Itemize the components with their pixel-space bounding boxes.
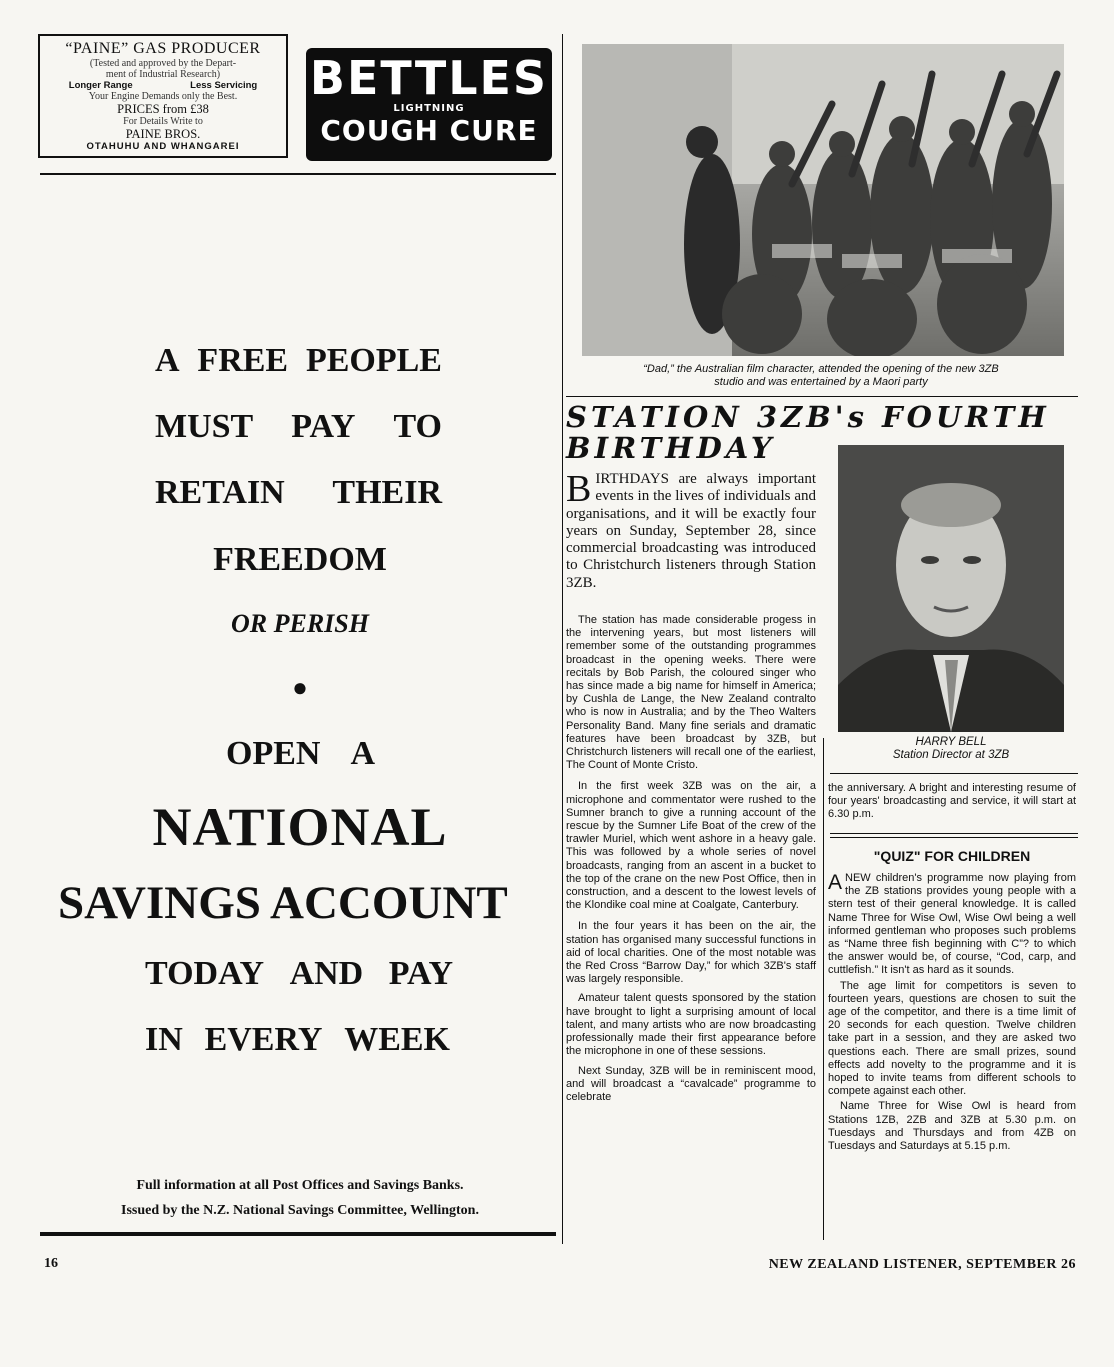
publication-line: NEW ZEALAND LISTENER, SEPTEMBER 26 (768, 1257, 1076, 1272)
quiz-para2: The age limit for competitors is seven to fourteen years, questions are chosen to suit the age of the competitor, and there is a time limit of 20 seconds for each question. Twelve children take part in a session, and they are asked two questions each. There are small prizes, sound effects add novelty to the programme and it is hoped to invite teams from different schools to compete against each other. (828, 979, 1076, 1098)
inner-column-divider (823, 738, 824, 1240)
savings-line9 (40, 955, 560, 993)
savings-issued: Issued by the N.Z. National Savings Committee, Wellington. (121, 1203, 479, 1218)
article-para5: Next Sunday, 3ZB will be in reminiscent mood, and will broadcast a “cavalcade” programme to celebrate (566, 1064, 816, 1103)
savings-line7: NATIONAL (152, 797, 448, 857)
savings-bullet: ● (292, 673, 308, 702)
portrait-title: Station Director at 3ZB (892, 749, 1010, 761)
bettles-product: COUGH CURE (320, 114, 538, 147)
word: AND (289, 955, 364, 992)
photo-caption (566, 363, 1076, 389)
word: WEEK (344, 1021, 450, 1058)
paine-locations: OTAHUHU AND WHANGAREI (86, 141, 240, 152)
quiz-para1 (828, 872, 1076, 978)
word: A (155, 342, 180, 379)
portrait-rule (830, 773, 1078, 774)
headline-line1: STATION 3ZB's FOURTH (566, 400, 1050, 434)
savings-ad (40, 0, 560, 1230)
savings-info: Full information at all Post Offices and Savings Banks. (136, 1178, 464, 1193)
photo-illustration (582, 44, 1064, 356)
page-number: 16 (44, 1256, 58, 1271)
caption-line2: studio and was entertained by a Maori party (714, 376, 928, 388)
word: EVERY (204, 1021, 323, 1058)
paine-details: For Details Write to (123, 116, 203, 127)
lead-text: IRTHDAYS are always important events in the lives of individuals and organisations, and it will be exactly four years on Sunday, September 28, since commercial broadcasting was introduced to Christchurch listeners through Station 3ZB. (566, 471, 816, 591)
article-continuation: the anniversary. A bright and interesting resume of four years' broadcasting and service, it will start at 6.30 p.m. (828, 782, 1076, 821)
bettles-sub: LIGHTNING (393, 103, 465, 114)
paine-feature-left: Longer Range (68, 80, 133, 91)
quiz-rule-top (830, 833, 1078, 834)
paine-line1: (Tested and approved by the Depart- (89, 58, 237, 69)
caption-rule (566, 396, 1078, 397)
paine-title: “PAINE” GAS PRODUCER (65, 40, 261, 57)
savings-line1 (40, 342, 560, 380)
word: PAY (291, 408, 356, 445)
portrait-illustration (838, 445, 1064, 732)
bettles-brand: BETTLES (309, 51, 549, 105)
quiz-rule-top2 (830, 837, 1078, 838)
article-para1: The station has made considerable progess in the intervening years, but most listeners will remember some of the outstanding programmes broadcast in the opening weeks. There were recitals by Bob Parish, the coloured singer who has since made a big name for himself in America; by Cushla de Lange, the New Zealand contralto who is now in Australia; and by the Theo Walters Personality Band. Many fine serials and dramatic features have been broadcast by 3ZB, but Christchurch listeners will recall one of the earliest, The Count of Monte Cristo. (566, 614, 816, 772)
quiz-para3: Name Three for Wise Owl is heard from Stations 1ZB, 2ZB and 3ZB at 5.30 p.m. on Tuesdays and Thursdays and from 4ZB on Tuesdays and Saturdays at 5.15 p.m. (828, 1100, 1076, 1153)
paine-prices: PRICES from £38 (117, 102, 209, 116)
savings-line8: SAVINGS ACCOUNT (58, 877, 508, 929)
word: A (350, 735, 375, 772)
portrait-name: HARRY BELL (915, 736, 987, 748)
savings-bottom-rule (40, 1232, 556, 1236)
headline-line2: BIRTHDAY (566, 431, 776, 465)
article-column-left (566, 614, 816, 1104)
quiz-para1-text: NEW children's programme now playing from the ZB stations provides young people with a stern test of their general knowledge. It is called Name Three for Wise Owl, Wise Owl being a well informed gentleman who proposes such problems as “Name three fish beginning with C”? to which the answer would be, of course, “Cod, carp, and cuttlefish.” It isn't as hard as it sounds. (828, 872, 1076, 977)
word: RETAIN (155, 474, 285, 511)
portrait-caption (838, 736, 1064, 762)
column-divider (562, 34, 563, 1244)
quiz-drop-cap: A (828, 871, 843, 894)
article-para3: In the four years it has been on the air, the station has organised many successful functions in aid of local charities. One of the most notable was the Red Cross “Barrow Day,” for which 3ZB's staff was largely responsible. (566, 920, 816, 986)
savings-line3 (40, 474, 560, 512)
savings-line5: OR PERISH (231, 609, 369, 638)
word: PEOPLE (305, 342, 442, 379)
word: IN (145, 1021, 183, 1058)
paine-line3: Your Engine Demands only the Best. (88, 91, 238, 102)
word: TODAY (145, 955, 265, 992)
word: MUST (155, 408, 254, 445)
paine-company: PAINE BROS. (125, 127, 201, 141)
word: PAY (388, 955, 453, 992)
quiz-body (828, 872, 1076, 1153)
savings-line2 (40, 408, 560, 446)
article-para4: Amateur talent quests sponsored by the station have brought to light a surprising amount of local talent, and many artists who are now broadcasting professionally made their first appearance before the microphone in one of these sessions. (566, 992, 816, 1058)
word: OPEN (226, 735, 321, 772)
savings-line10 (40, 1021, 560, 1059)
article-para2: In the first week 3ZB was on the air, a microphone and commentator were rushed to the Sumner branch to give a running account of the rescue by the Sumner Life Boat of the crew of the trawler Muriel, which went ashore in a heavy gale. This was followed by a whole series of novel broadcasts, ranging from an ascent in a bucket to the top of the crane on the new Post Office, then in construction, and a descent to the lowest levels of the Klondike coal mine at Coalgate, Canterbury. (566, 780, 816, 912)
savings-line6 (40, 735, 560, 773)
quiz-heading: "QUIZ" FOR CHILDREN (873, 848, 1031, 864)
caption-line1: “Dad,” the Australian film character, attended the opening of the new 3ZB (643, 363, 999, 375)
word: FREE (197, 342, 289, 379)
paine-feature-right: Less Servicing (190, 80, 258, 91)
harry-bell-portrait (838, 445, 1064, 732)
maori-party-photo (582, 44, 1064, 356)
paine-line2: ment of Industrial Research) (105, 69, 221, 80)
word: THEIR (332, 474, 442, 511)
lead-drop-cap: B (566, 468, 592, 510)
article-lead (566, 468, 816, 592)
word: TO (393, 408, 442, 445)
savings-line4: FREEDOM (213, 541, 387, 578)
